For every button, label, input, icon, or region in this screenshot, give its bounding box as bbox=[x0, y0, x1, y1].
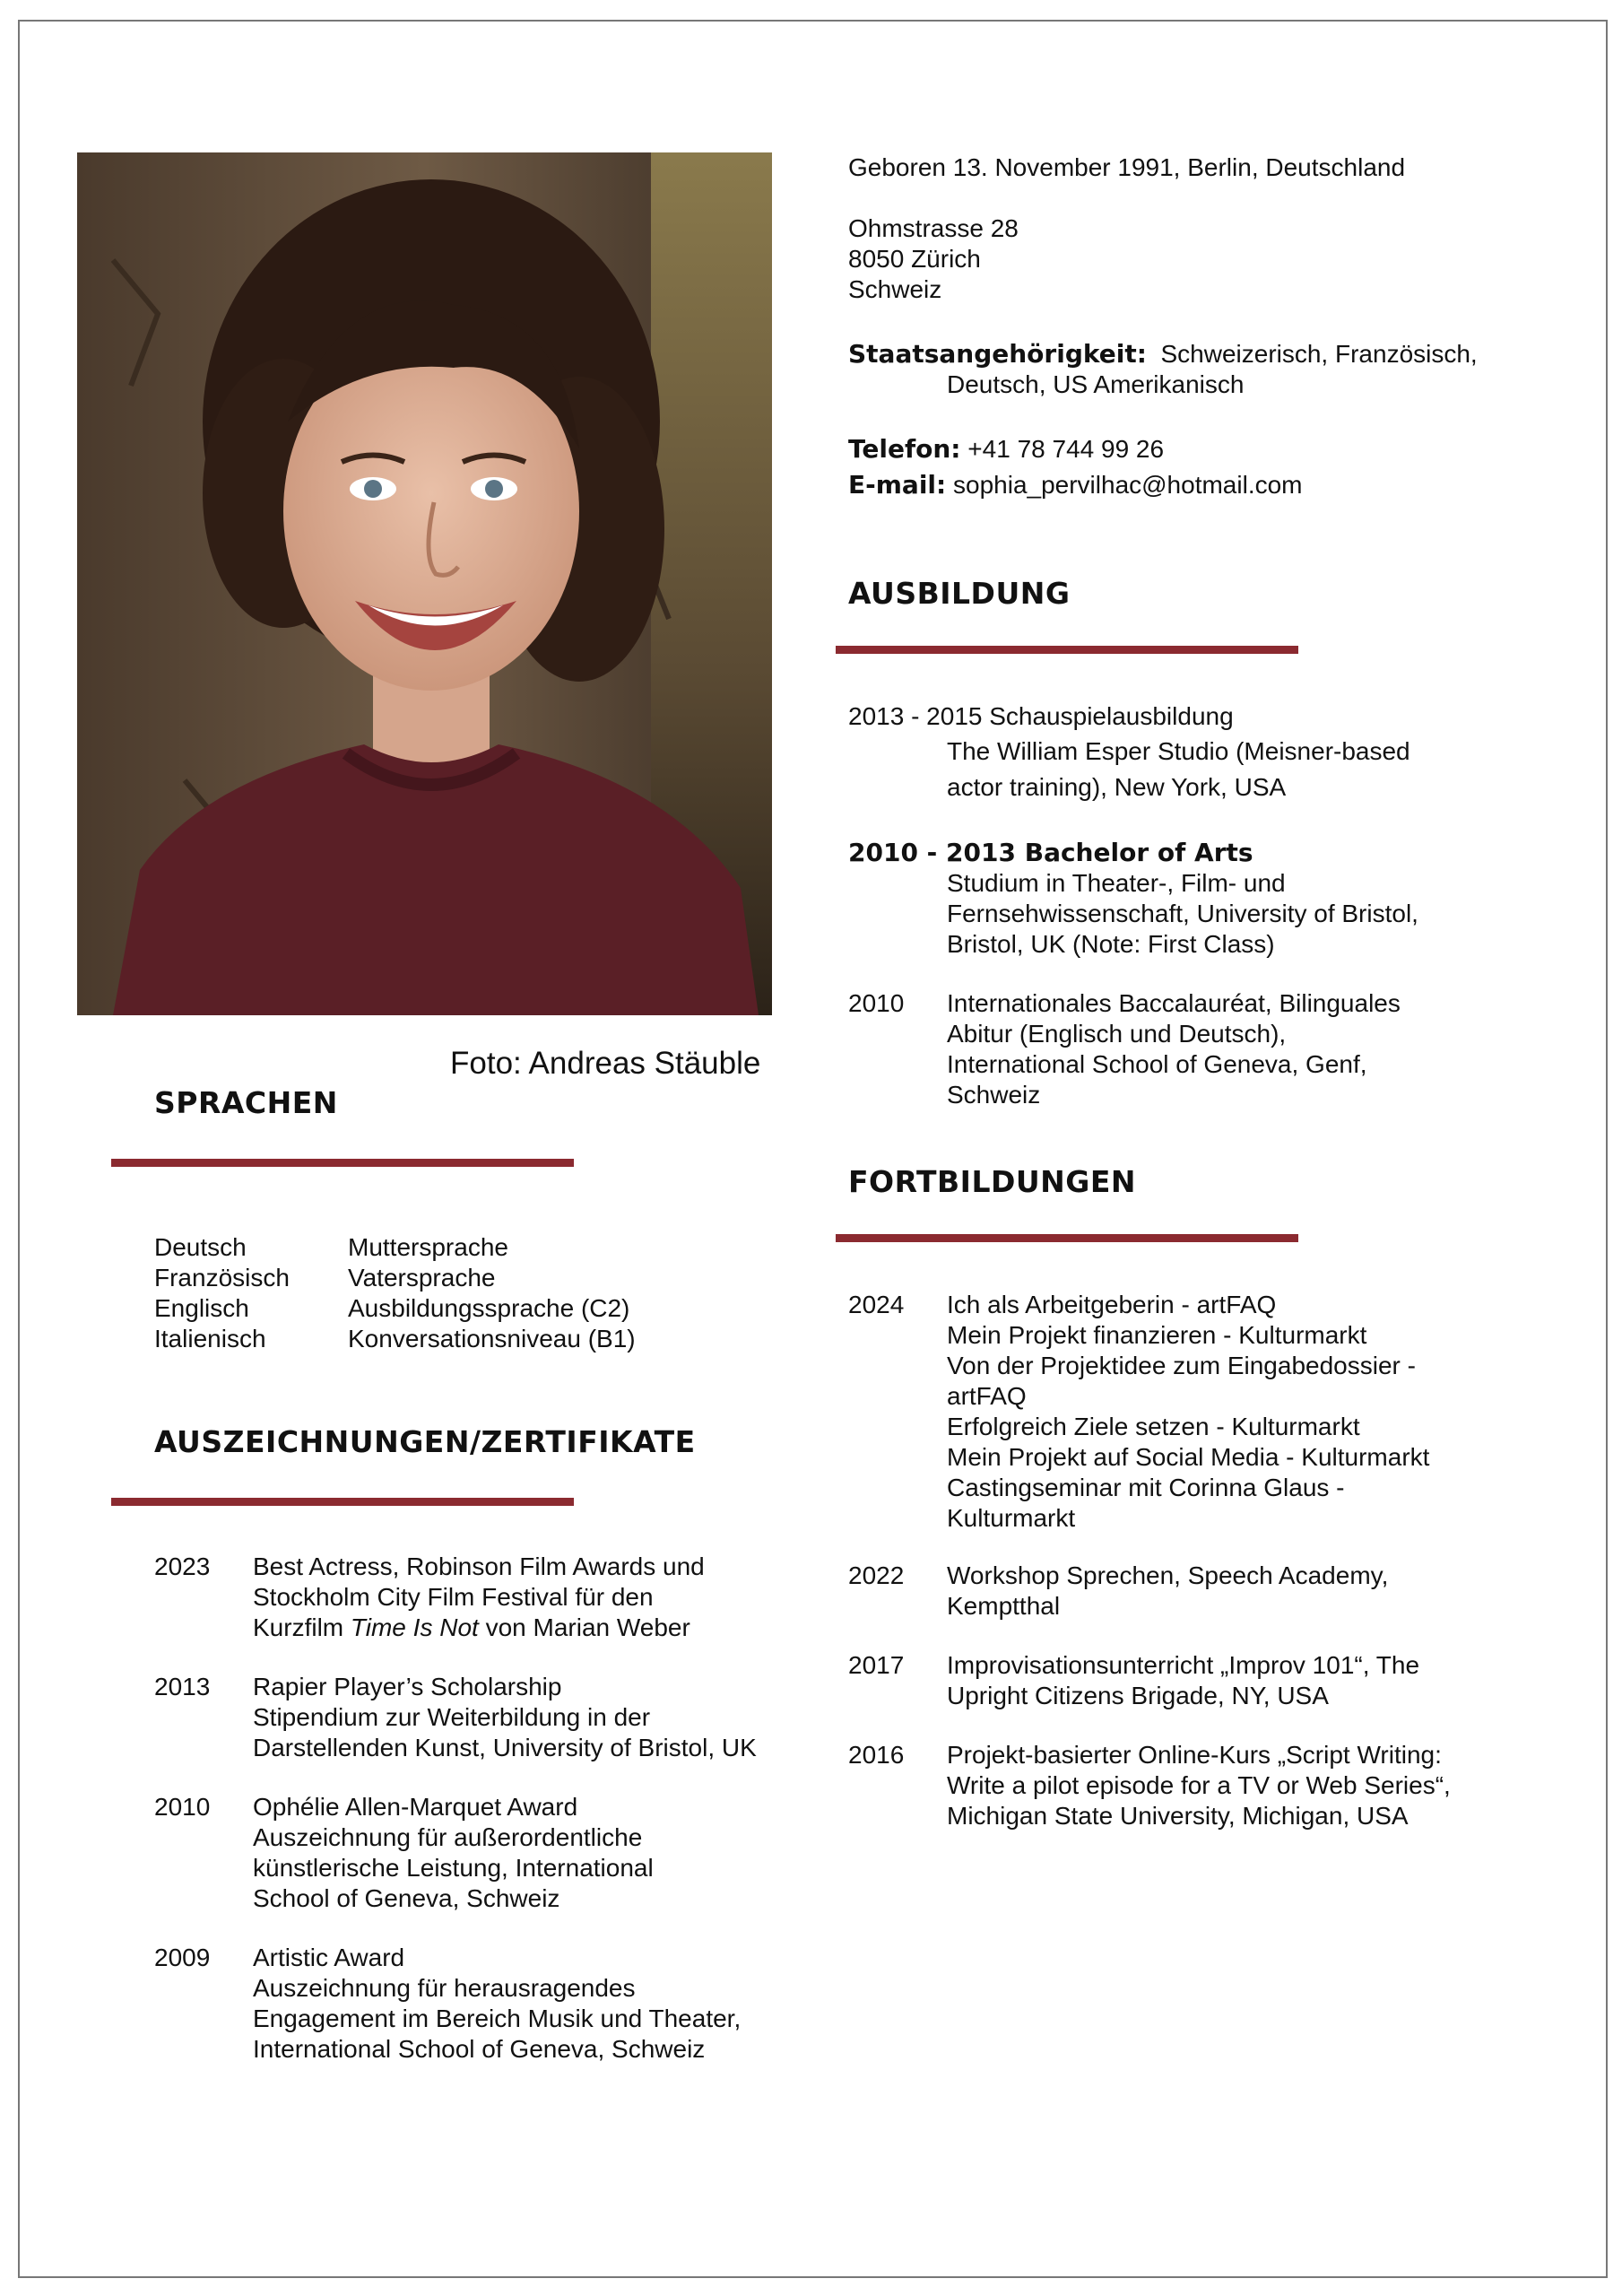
film-title: Time Is Not bbox=[350, 1613, 479, 1641]
award-line: Rapier Player’s Scholarship bbox=[253, 1673, 562, 1700]
award-entry bbox=[154, 1943, 800, 2065]
phone-label: Telefon: bbox=[848, 434, 961, 464]
ausbildung-entry-title: 2010 - 2013 Bachelor of Arts bbox=[848, 838, 1253, 867]
award-line: Ophélie Allen-Marquet Award bbox=[253, 1793, 578, 1821]
fortbildung-line: Upright Citizens Brigade, NY, USA bbox=[947, 1682, 1329, 1709]
fortbildung-entry bbox=[848, 1740, 1566, 1831]
award-line: Engagement im Bereich Musik und Theater, bbox=[253, 2005, 742, 2032]
award-line: Best Actress, Robinson Film Awards und bbox=[253, 1552, 705, 1580]
sprachen-heading: SPRACHEN bbox=[154, 1085, 338, 1120]
ausbildung-entry-line: Fernsehwissenschaft, University of Bristol, bbox=[947, 900, 1418, 927]
fortbildung-line: Castingseminar mit Corinna Glaus - bbox=[947, 1474, 1345, 1501]
fortbildung-entry bbox=[848, 1290, 1566, 1534]
award-line: Stockholm City Film Festival für den bbox=[253, 1583, 654, 1611]
fortbildung-entry bbox=[848, 1561, 1566, 1622]
ausbildung-entry-line: Abitur (Englisch und Deutsch), bbox=[947, 1020, 1287, 1048]
language-row bbox=[154, 1263, 636, 1293]
award-year: 2023 bbox=[154, 1552, 211, 1580]
auszeichnungen-rule bbox=[111, 1498, 574, 1506]
fortbildungen-list bbox=[848, 1290, 1566, 1831]
nationality-value-2: Deutsch, US Amerikanisch bbox=[947, 370, 1245, 398]
award-entry bbox=[154, 1792, 800, 1914]
ausbildung-entry-line: International School of Geneva, Genf, bbox=[947, 1050, 1367, 1078]
language-row bbox=[154, 1293, 636, 1324]
award-line: künstlerische Leistung, International bbox=[253, 1854, 654, 1882]
photo-credit: Foto: Andreas Stäuble bbox=[450, 1046, 761, 1081]
award-entry bbox=[154, 1672, 800, 1763]
ausbildung-entry-line: The William Esper Studio (Meisner-based bbox=[947, 737, 1410, 765]
awards-list bbox=[154, 1552, 800, 2065]
fortbildung-line: Kulturmarkt bbox=[947, 1504, 1076, 1532]
language-name: Italienisch bbox=[154, 1325, 266, 1352]
fortbildung-line: Erfolgreich Ziele setzen - Kulturmarkt bbox=[947, 1413, 1360, 1440]
ausbildung-entry-title: 2013 - 2015 Schauspielausbildung bbox=[848, 702, 1234, 730]
award-line: Darstellenden Kunst, University of Bristol, UK bbox=[253, 1734, 757, 1761]
ausbildung-entry-line: Internationales Baccalauréat, Bilinguales bbox=[947, 989, 1401, 1017]
award-line: International School of Geneva, Schweiz bbox=[253, 2035, 706, 2063]
portrait-photo bbox=[77, 152, 772, 1015]
ausbildung-entry-line: Studium in Theater-, Film- und bbox=[947, 869, 1286, 897]
address-line-2: 8050 Zürich bbox=[848, 245, 981, 273]
sprachen-rule bbox=[111, 1159, 574, 1167]
fortbildung-line: Improvisationsunterricht „Improv 101“, The bbox=[947, 1651, 1420, 1679]
fortbildung-line: Write a pilot episode for a TV or Web Series“, bbox=[947, 1771, 1451, 1799]
auszeichnungen-heading: AUSZEICHNUNGEN/ZERTIFIKATE bbox=[154, 1424, 696, 1459]
language-name: Französisch bbox=[154, 1264, 290, 1292]
fortbildungen-rule bbox=[836, 1234, 1298, 1242]
ausbildung-heading: AUSBILDUNG bbox=[848, 576, 1071, 611]
birth-info: Geboren 13. November 1991, Berlin, Deutschland bbox=[848, 153, 1406, 181]
ausbildung-entry bbox=[848, 838, 1548, 960]
ausbildung-entry-line: Bristol, UK (Note: First Class) bbox=[947, 930, 1275, 958]
ausbildung-entry bbox=[848, 988, 1548, 1110]
award-year: 2010 bbox=[154, 1793, 211, 1821]
language-name: Deutsch bbox=[154, 1233, 247, 1261]
portrait-image bbox=[77, 152, 772, 1015]
languages-table bbox=[154, 1232, 636, 1354]
phone-value: +41 78 744 99 26 bbox=[967, 435, 1165, 463]
language-level: Ausbildungssprache (C2) bbox=[348, 1294, 630, 1322]
award-line: Auszeichnung für herausragendes bbox=[253, 1974, 636, 2002]
language-name: Englisch bbox=[154, 1294, 249, 1322]
award-year: 2009 bbox=[154, 1944, 211, 1971]
nationality bbox=[848, 339, 1548, 370]
ausbildung-entry bbox=[848, 701, 1548, 805]
language-level: Konversationsniveau (B1) bbox=[348, 1325, 636, 1352]
nationality-value-1: Schweizerisch, Französisch, bbox=[1160, 340, 1478, 368]
award-line: Kurzfilm Time Is Not von Marian Weber bbox=[253, 1613, 690, 1641]
fortbildung-year: 2016 bbox=[848, 1741, 905, 1769]
contact-block bbox=[848, 152, 1548, 500]
fortbildungen-heading: FORTBILDUNGEN bbox=[848, 1164, 1137, 1199]
fortbildung-year: 2022 bbox=[848, 1561, 905, 1589]
award-entry bbox=[154, 1552, 800, 1643]
language-level: Vatersprache bbox=[348, 1264, 496, 1292]
nationality-label: Staatsangehörigkeit: bbox=[848, 339, 1147, 369]
email-value[interactable]: sophia_pervilhac@hotmail.com bbox=[953, 471, 1303, 499]
award-line: Stipendium zur Weiterbildung in der bbox=[253, 1703, 651, 1731]
ausbildung-entry-line: Schweiz bbox=[947, 1081, 1041, 1109]
award-line: School of Geneva, Schweiz bbox=[253, 1884, 560, 1912]
fortbildung-line: Ich als Arbeitgeberin - artFAQ bbox=[947, 1291, 1277, 1318]
ausbildung-list bbox=[848, 701, 1548, 1110]
fortbildung-line: artFAQ bbox=[947, 1382, 1027, 1410]
ausbildung-entry-year: 2010 bbox=[848, 989, 905, 1017]
email-label: E-mail: bbox=[848, 470, 947, 500]
address-line-1: Ohmstrasse 28 bbox=[848, 214, 1019, 242]
fortbildung-line: Mein Projekt auf Social Media - Kulturmarkt bbox=[947, 1443, 1430, 1471]
fortbildung-line: Mein Projekt finanzieren - Kulturmarkt bbox=[947, 1321, 1367, 1349]
award-year: 2013 bbox=[154, 1673, 211, 1700]
fortbildung-line: Projekt-basierter Online-Kurs „Script Writing: bbox=[947, 1741, 1442, 1769]
award-line: Auszeichnung für außerordentliche bbox=[253, 1823, 643, 1851]
email bbox=[848, 470, 1548, 500]
address-line-3: Schweiz bbox=[848, 275, 942, 303]
fortbildung-line: Workshop Sprechen, Speech Academy, bbox=[947, 1561, 1389, 1589]
fortbildung-line: Von der Projektidee zum Eingabedossier - bbox=[947, 1352, 1416, 1379]
phone bbox=[848, 434, 1548, 465]
language-row bbox=[154, 1232, 636, 1263]
fortbildung-entry bbox=[848, 1650, 1566, 1711]
award-line: Artistic Award bbox=[253, 1944, 405, 1971]
fortbildung-line: Michigan State University, Michigan, USA bbox=[947, 1802, 1409, 1830]
language-level: Muttersprache bbox=[348, 1233, 508, 1261]
fortbildung-year: 2017 bbox=[848, 1651, 905, 1679]
ausbildung-entry-line: actor training), New York, USA bbox=[947, 773, 1287, 801]
ausbildung-rule bbox=[836, 646, 1298, 654]
language-row bbox=[154, 1324, 636, 1354]
fortbildung-line: Kemptthal bbox=[947, 1592, 1061, 1620]
fortbildung-year: 2024 bbox=[848, 1291, 905, 1318]
